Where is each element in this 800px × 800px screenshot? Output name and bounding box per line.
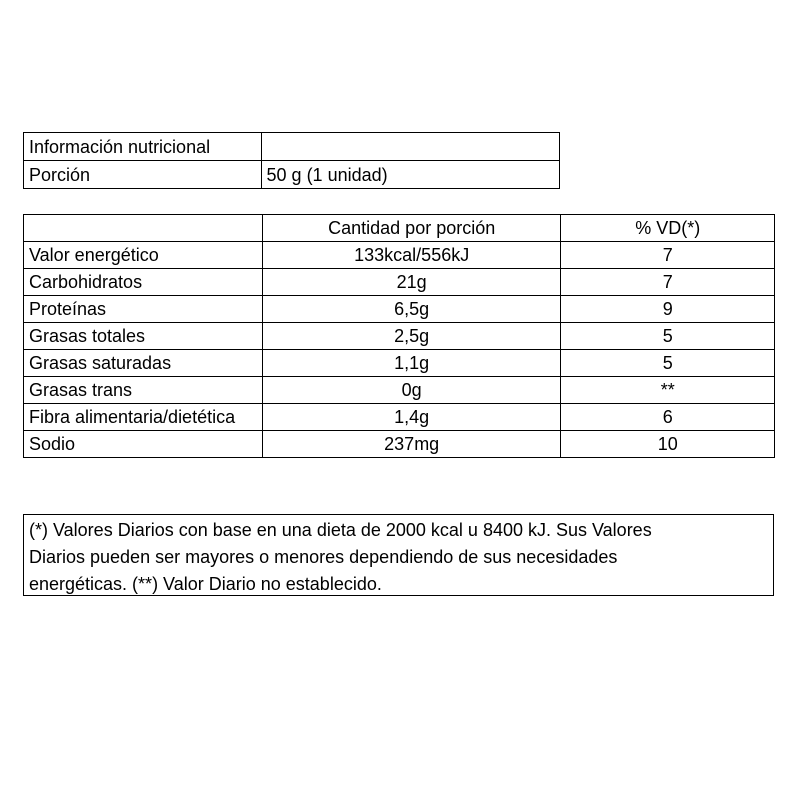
table-row [24, 350, 775, 377]
footnote-line: Diarios pueden ser mayores o menores dependiendo de sus necesidades [29, 547, 618, 567]
footnote-line: energéticas. (**) Valor Diario no establecido. [29, 574, 382, 594]
nutrient-name: Carbohidratos [24, 269, 263, 296]
nutrient-amount: 21g [262, 269, 561, 296]
nutrient-amount: 2,5g [262, 323, 561, 350]
header-empty-cell [24, 215, 263, 242]
nutrient-vd: 6 [561, 404, 775, 431]
nutrient-amount: 1,4g [262, 404, 561, 431]
table-row [24, 323, 775, 350]
nutrient-name: Grasas trans [24, 377, 263, 404]
nutrient-amount: 237mg [262, 431, 561, 458]
nutrient-name: Valor energético [24, 242, 263, 269]
table-row [24, 269, 775, 296]
nutrition-header-row [24, 215, 775, 242]
nutrient-name: Proteínas [24, 296, 263, 323]
portion-row [24, 161, 560, 189]
nutrient-name: Grasas saturadas [24, 350, 263, 377]
table-row [24, 404, 775, 431]
nutrient-vd: 5 [561, 350, 775, 377]
footnote-line: (*) Valores Diarios con base en una dieta de 2000 kcal u 8400 kJ. Sus Valores [29, 520, 652, 540]
nutrient-vd: 5 [561, 323, 775, 350]
nutrient-amount: 6,5g [262, 296, 561, 323]
nutrient-name: Grasas totales [24, 323, 263, 350]
nutrient-vd: 7 [561, 242, 775, 269]
footnote-box [23, 514, 774, 596]
nutrient-name: Sodio [24, 431, 263, 458]
nutrient-amount: 0g [262, 377, 561, 404]
nutrient-vd: 10 [561, 431, 775, 458]
nutrient-vd: 7 [561, 269, 775, 296]
nutrient-amount: 1,1g [262, 350, 561, 377]
nutrient-name: Fibra alimentaria/dietética [24, 404, 263, 431]
nutrient-amount: 133kcal/556kJ [262, 242, 561, 269]
portion-value: 50 g (1 unidad) [261, 161, 559, 189]
column-header-vd: % VD(*) [561, 215, 775, 242]
nutrient-vd: 9 [561, 296, 775, 323]
portion-label: Porción [24, 161, 262, 189]
table-row [24, 242, 775, 269]
header-table [23, 132, 560, 189]
nutrition-table [23, 214, 775, 458]
table-row [24, 431, 775, 458]
title-row [24, 133, 560, 161]
title-empty-cell [261, 133, 559, 161]
table-row [24, 296, 775, 323]
table-row [24, 377, 775, 404]
column-header-amount: Cantidad por porción [262, 215, 561, 242]
nutrient-vd: ** [561, 377, 775, 404]
title-cell: Información nutricional [24, 133, 262, 161]
